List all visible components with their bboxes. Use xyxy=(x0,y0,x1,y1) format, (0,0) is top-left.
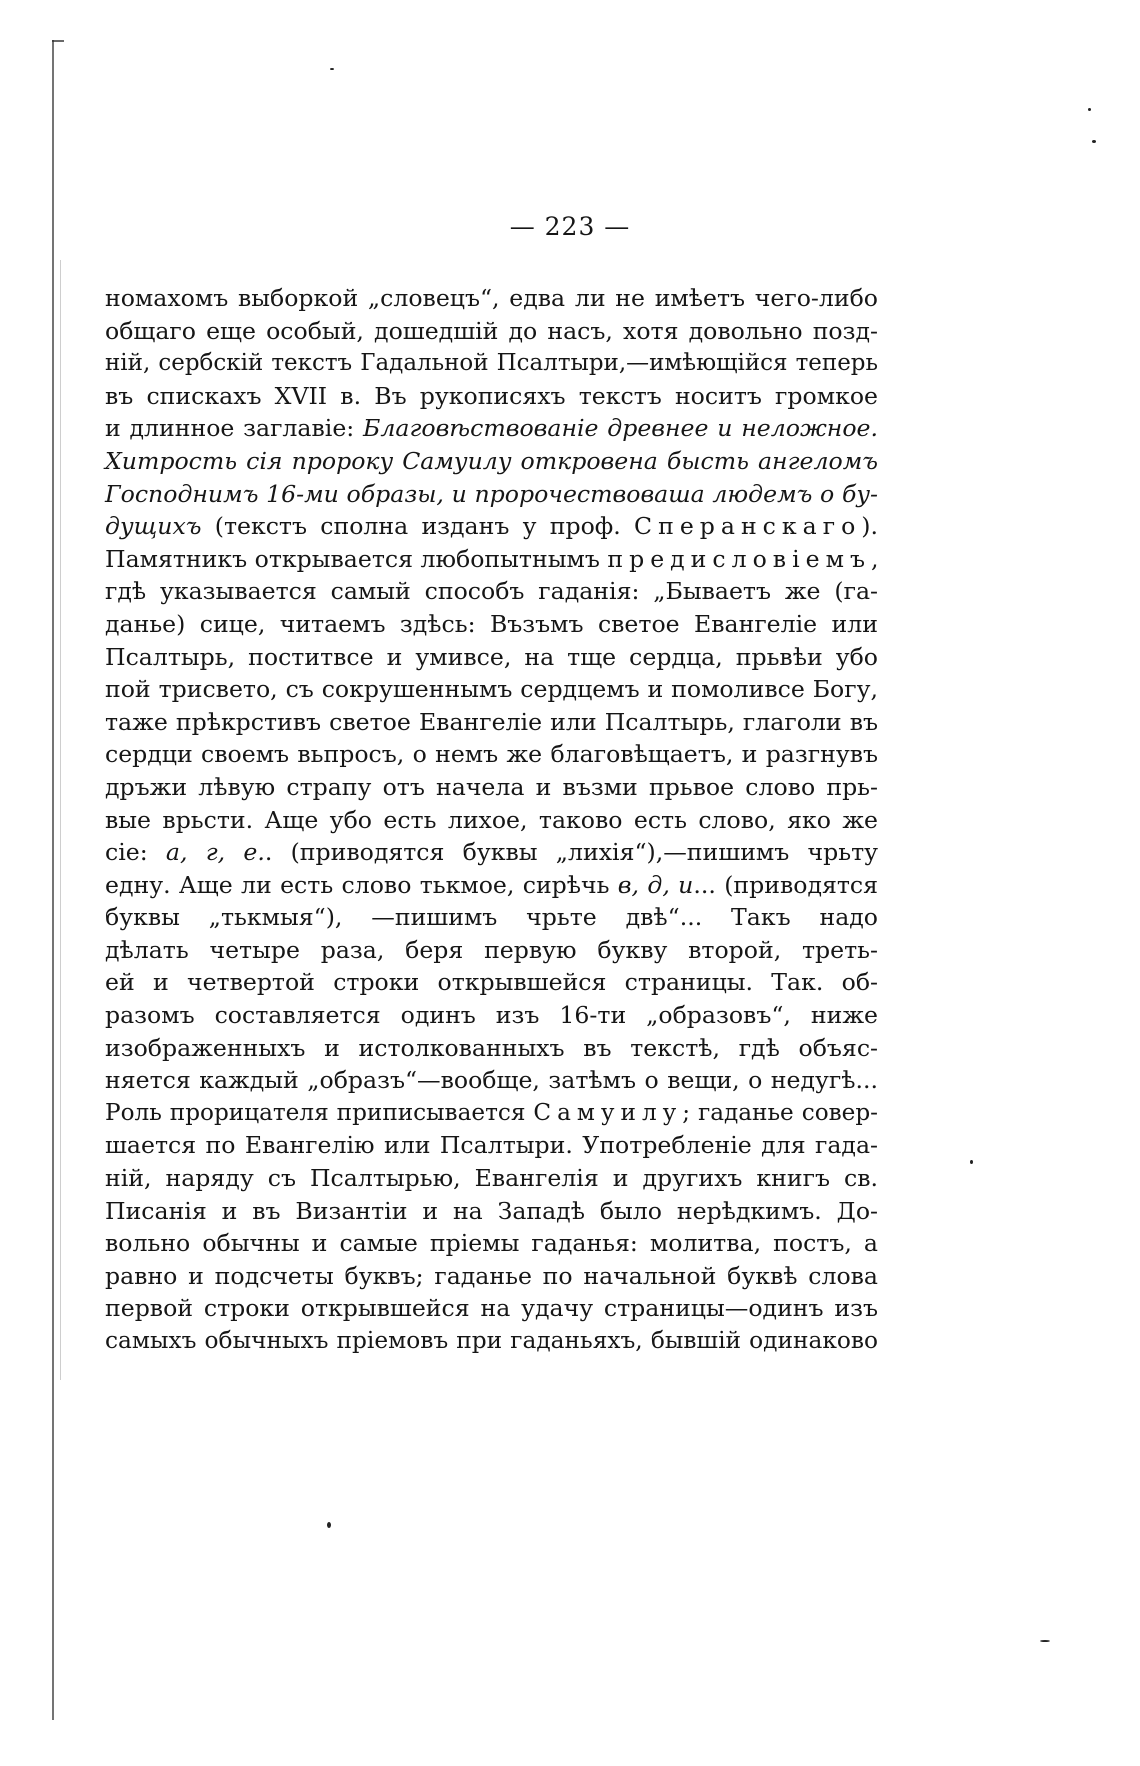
text-line xyxy=(105,771,878,804)
text-run: гдѣ указывается самый способъ гаданія: „Бываетъ же (га- xyxy=(105,577,878,606)
text-line xyxy=(105,934,878,967)
text-line xyxy=(105,738,878,771)
text-run: первой строки открывшейся на удачу страницы—одинъ изъ xyxy=(105,1294,878,1323)
text-run: ; гаданье совер- xyxy=(682,1099,878,1126)
text-run: няется каждый „образъ“—вообще, затѣмъ о вещи, о недугѣ... xyxy=(105,1066,878,1095)
text-run: в, д, и xyxy=(617,870,694,899)
text-run: едну. Аще ли есть слово тькмое, сирѣчь xyxy=(105,870,618,899)
text-line xyxy=(105,1227,878,1260)
text-line xyxy=(105,380,878,413)
text-line xyxy=(105,1260,878,1293)
text-line xyxy=(105,575,878,608)
text-run: самыхъ обычныхъ пріемовъ при гаданьяхъ, бывшій одинаково xyxy=(105,1327,878,1354)
text-run: вые врьсти. Аще убо есть лихое, таково есть слово, яко же xyxy=(105,805,878,834)
text-run: Хитрость сія пророку Самуилу откровена бысть ангеломъ xyxy=(105,446,878,475)
text-line xyxy=(105,478,878,511)
text-run: номахомъ выборкой „словецъ“, едва ли не имѣетъ чего-либо xyxy=(105,284,878,312)
text-line xyxy=(105,804,878,837)
scan-speck xyxy=(1092,140,1096,143)
text-run: общаго еще особый, дошедшій до насъ, хотя довольно позд- xyxy=(105,316,878,345)
text-line xyxy=(105,510,878,543)
text-line xyxy=(105,1162,878,1195)
text-run: , xyxy=(870,544,879,573)
scan-edge-line xyxy=(52,40,54,1720)
text-line xyxy=(105,1097,878,1130)
text-run: разомъ составляется одинъ изъ 16-ти „образовъ“, ниже xyxy=(105,1001,878,1030)
text-run: вольно обычны и самые пріемы гаданья: молитва, постъ, а xyxy=(105,1229,878,1258)
text-run: и длинное заглавіе: xyxy=(105,414,364,443)
text-run: буквы „тькмыя“), —пишимъ чрьте двѣ“... Такъ надо xyxy=(105,903,878,932)
text-run: равно и подсчеты буквъ; гаданье по начальной буквѣ слова xyxy=(105,1261,878,1290)
scan-speck xyxy=(1040,1640,1050,1642)
text-line xyxy=(105,1195,878,1228)
text-line xyxy=(105,673,878,706)
text-run: Роль прорицателя приписывается xyxy=(105,1099,534,1126)
text-run: Памятникъ открывается любопытнымъ xyxy=(105,544,608,573)
body-text xyxy=(105,282,878,1358)
text-line xyxy=(105,966,878,999)
text-line xyxy=(105,999,878,1032)
text-line xyxy=(105,1292,878,1325)
text-line xyxy=(105,347,878,380)
text-run: Господнимъ 16-ми образы, и пророчествоваша людемъ о бу- xyxy=(105,479,878,508)
text-line xyxy=(105,1064,878,1097)
text-line xyxy=(105,641,878,674)
text-line xyxy=(105,706,878,739)
text-line xyxy=(105,901,878,934)
text-line xyxy=(105,282,878,315)
text-run: Сперанскаго xyxy=(634,512,862,541)
text-line xyxy=(105,869,878,902)
text-run: ... (приводятся xyxy=(693,870,879,899)
text-run: шается по Евангелію или Псалтыри. Употребленіе для гада- xyxy=(105,1131,878,1160)
text-line xyxy=(105,608,878,641)
text-run: дущихъ xyxy=(105,512,202,541)
text-run: Писанія и въ Византіи и на Западѣ было нерѣдкимъ. До- xyxy=(105,1196,878,1225)
text-run: . (приводятся буквы „лихія“),—пишимъ чрьту xyxy=(264,838,879,867)
text-line xyxy=(105,1325,878,1358)
text-run: ей и четвертой строки открывшейся страницы. Так. об- xyxy=(105,968,878,997)
text-run: Благовѣствованіе древнее и неложное. xyxy=(363,414,878,443)
text-run: дѣлать четыре раза, беря первую букву второй, треть- xyxy=(105,935,878,964)
text-run: Псалтырь, поститвсе и умивсе, на тще сердца, прьвѣи убо xyxy=(105,642,878,671)
text-line xyxy=(105,412,878,445)
text-run: ній, сербскій текстъ Гадальной Псалтыри,—имѣющійся теперь xyxy=(105,350,878,377)
scan-speck xyxy=(970,1160,973,1164)
scan-speck xyxy=(327,1522,331,1528)
text-run: Самуилу xyxy=(533,1099,683,1126)
text-run: дръжи лѣвую страпу отъ начела и възми прьвое слово прь- xyxy=(105,772,878,801)
text-run: изображенныхъ и истолкованныхъ въ текстѣ, гдѣ объяс- xyxy=(105,1033,878,1062)
text-run: сердци своемъ вьпросъ, о немъ же благовѣщаетъ, и разгнувъ xyxy=(105,740,878,769)
scan-speck xyxy=(1088,108,1091,111)
text-run: въ спискахъ XVII в. Въ рукописяхъ текстъ носитъ громкое xyxy=(105,381,878,410)
text-run: данье) сице, читаемъ здѣсь: Възъмъ светое Евангеліе или xyxy=(105,609,878,638)
text-line xyxy=(105,1129,878,1162)
text-run: ній, наряду съ Псалтырью, Евангелія и другихъ книгъ св. xyxy=(105,1164,878,1193)
text-line xyxy=(105,445,878,478)
page-number: — 223 — xyxy=(509,212,631,241)
scan-speck xyxy=(330,68,334,70)
text-line xyxy=(105,836,878,869)
text-run: сіе: xyxy=(105,838,166,867)
text-run: пой трисвето, съ сокрушеннымъ сердцемъ и помоливсе Богу, xyxy=(105,675,878,704)
scan-corner-mark xyxy=(52,40,64,42)
text-line xyxy=(105,543,878,576)
scan-shadow-line xyxy=(60,260,61,1380)
text-run: предисловіемъ xyxy=(607,544,871,573)
text-run: а, г, е. xyxy=(165,838,265,867)
text-run: таже прѣкрстивъ светое Евангеліе или Псалтырь, глаголи въ xyxy=(105,707,878,736)
text-line xyxy=(105,1032,878,1065)
text-line xyxy=(105,315,878,348)
text-run: ). xyxy=(861,512,878,541)
text-run: (текстъ сполна изданъ у проф. xyxy=(201,512,635,541)
